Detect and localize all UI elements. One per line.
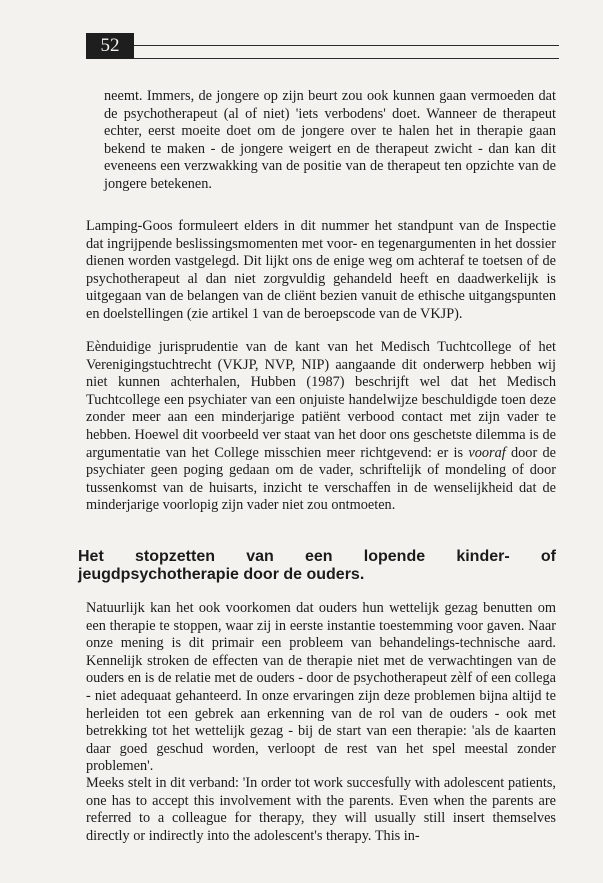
- paragraph-meeks: Meeks stelt in dit verband: 'In order tot work succesfully with adolescent patients, one has to accept this involvement with the parents. Even when the parents are referred to a colleague for therapy, they will usually still insert themselves directly or indirectly into the adolescent's therapy. This in-: [86, 775, 556, 844]
- jurisprudentie-text-start: Eènduidige jurisprudentie van de kant van het Medisch Tuchtcollege of het Verenigingstuchtrecht (VKJP, NVP, NIP) aangaande dit onderwerp hebben wij niet kunnen achterhalen, Hubben (1987) beschrijft wel dat het Medisch Tuchtcollege een psychiater van een onjuiste handelwijze beschuldigde toen deze zonder meer aan een minderjarige patiënt verbood contact met zijn vader te hebben. Hoewel dit voorbeeld ver staat van het door ons geschetste dilemma is de argumentatie van het College misschien meer richtgevend: er is: [86, 339, 556, 461]
- jurisprudentie-text-end: door de psychiater geen poging gedaan om de vader, schriftelijk of mondeling of door tussenkomst van de huisarts, inzicht te verschaffen in de wenselijkheid dat de minderjarige voorlopig zijn vader niet zou ontmoeten.: [86, 444, 556, 514]
- paragraph-natuurlijk: Natuurlijk kan het ook voorkomen dat ouders hun wettelijk gezag benutten om een therapie te stoppen, waar zij in eerste instantie toestemming voor gaven. Naar onze mening is dit primair een probleem van behandelings-technische aard. Kennelijk stroken de effecten van de therapie niet met de verwachtingen van de ouders en is de relatie met de ouders - door de psychotherapeut zèlf of een collega - niet adequaat gehanteerd. In onze ervaringen zijn deze problemen bijna altijd te herleiden tot een gebrek aan erkenning van de rol van de ouders - ook met betrekking tot het wettelijk gezag - bij de start van een therapie: 'als de kaarten daar goed geschud worden, verloopt de rest van het spel meestal zonder problemen'.: [86, 600, 556, 775]
- paragraph-lamping-goos: Lamping-Goos formuleert elders in dit nummer het standpunt van de Inspectie dat ingrijpende beslissingsmomenten met voor- en tegenargumenten in het dossier dienen worden vastgelegd. Dit lijkt ons de enige weg om achteraf te toetsen of de psychotherapeut al dan niet zorgvuldig gehandeld heeft en daadwerkelijk is uitgegaan van de belangen van de cliënt bezien vanuit de ethische uitgangspunten en doelstellingen (zie artikel 1 van de beroepscode van de VKJP).: [86, 218, 556, 322]
- jurisprudentie-emphasis: vooraf: [468, 444, 506, 461]
- page-number: 52: [86, 33, 134, 59]
- paragraph-jurisprudentie: [86, 339, 556, 515]
- header-rule-bottom: [134, 58, 559, 59]
- header-rule-top: [134, 45, 559, 46]
- section-heading: Het stopzetten van een lopende kinder- of jeugdpsychotherapie door de ouders.: [78, 548, 556, 583]
- continued-paragraph: neemt. Immers, de jongere op zijn beurt zou ook kunnen gaan vermoeden dat de psychotherapeut (al of niet) 'iets verbodens' doet. Wanneer de therapeut echter, eerst moeite doet om de jongere over te halen het in therapie gaan bekend te maken - de jongere weigert en de therapeut zwicht - dan kan dit eveneens een verzwakking van de positie van de therapeut ten opzichte van de jongere betekenen.: [104, 88, 556, 192]
